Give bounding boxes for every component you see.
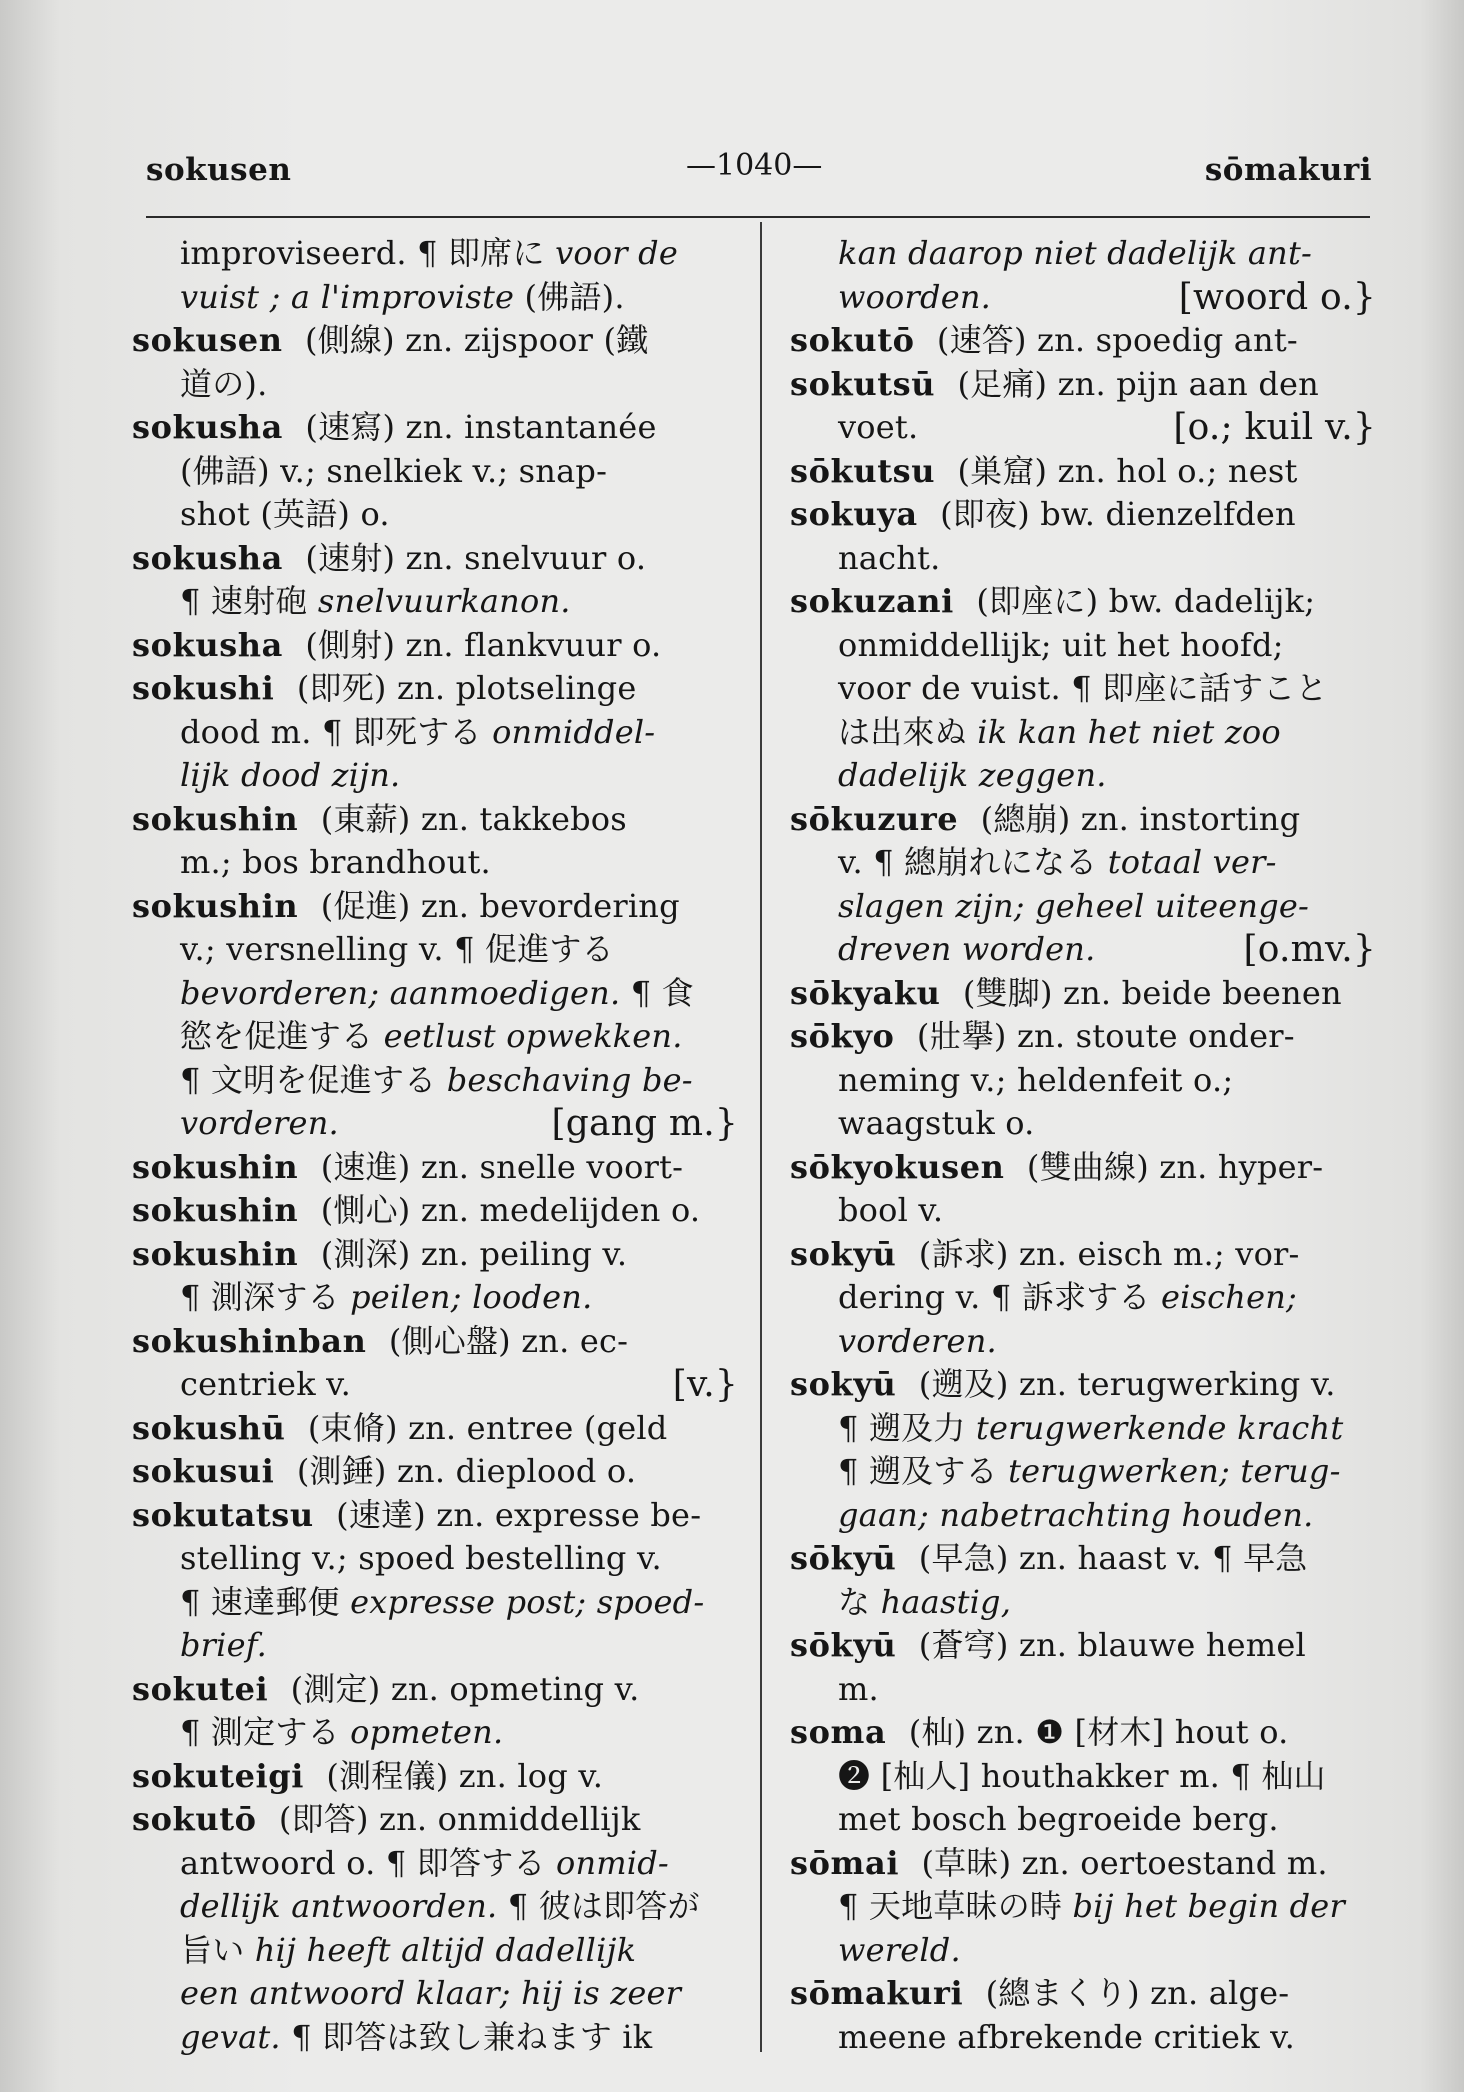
entry-italic-text: snelvuurkanon. xyxy=(317,582,571,620)
entry-text: (即座に) bw. dadelijk; xyxy=(976,582,1316,620)
entry-line xyxy=(132,1450,742,1494)
headword: sōkyaku xyxy=(790,973,941,1012)
headword: sokutō xyxy=(790,321,915,359)
entry-italic-text: onmiddel- xyxy=(492,712,656,751)
entry-text: ¶ 遡及する xyxy=(838,1452,998,1490)
entry-line xyxy=(132,319,742,363)
entry-italic-text: totaal ver- xyxy=(1107,843,1277,881)
header-rule xyxy=(146,216,1370,218)
entry-line xyxy=(132,711,742,755)
continuation-bracket: [v.} xyxy=(672,1364,738,1405)
entry-text: (即夜) bw. dienzelfden xyxy=(940,495,1296,533)
entry-text: m. xyxy=(838,1669,879,1708)
entry-italic-text: expresse post; spoed- xyxy=(350,1582,705,1621)
headword: sokusui xyxy=(132,1452,275,1490)
entry-text: (側射) zn. flankvuur o. xyxy=(305,625,662,664)
headword: sōkutsu xyxy=(790,451,936,490)
entry-line xyxy=(132,1581,742,1625)
entry-line xyxy=(132,1407,742,1451)
entry-text: (即死) zn. plotselinge xyxy=(296,669,637,707)
entry-text: (草昧) zn. oertoestand m. xyxy=(921,1843,1328,1882)
entry-text: ¶ 速射砲 xyxy=(180,582,308,620)
entry-text: (壯擧) zn. stoute onder- xyxy=(916,1017,1295,1055)
headword: sokuya xyxy=(790,495,918,533)
entry-line xyxy=(132,450,742,494)
entry-tail-text: ¶ 即答は致し兼ねます ik xyxy=(291,2017,653,2056)
entry-text: (杣) zn. ❶ [材木] hout o. xyxy=(908,1713,1289,1751)
entry-italic-text: opmeten. xyxy=(350,1713,504,1751)
entry-text: onmiddellijk; uit het hoofd; xyxy=(838,625,1284,664)
entry-text: (足痛) zn. pijn aan den xyxy=(957,364,1319,403)
entry-line xyxy=(132,363,742,407)
entry-text: (速射) zn. snelvuur o. xyxy=(305,538,647,577)
entry-line xyxy=(790,276,1380,320)
entry-line xyxy=(132,1842,742,1886)
entry-line xyxy=(790,1972,1380,2016)
entry-italic-text: vorderen. xyxy=(180,1104,339,1142)
entry-line xyxy=(132,1755,742,1799)
entry-italic-text: gaan; nabetrachting houden. xyxy=(838,1495,1314,1534)
entry-text: 慾を促進する xyxy=(180,1017,374,1055)
page-number: —1040— xyxy=(686,148,823,183)
entry-line xyxy=(790,406,1380,450)
entry-line xyxy=(790,1624,1380,1668)
header-left-guide-word: sokusen xyxy=(146,152,292,188)
entry-line xyxy=(790,2016,1380,2060)
entry-text: met bosch begroeide berg. xyxy=(838,1800,1279,1838)
entry-text: (測深) zn. peiling v. xyxy=(320,1234,628,1273)
entry-italic-text: peilen; looden. xyxy=(350,1278,593,1316)
entry-line xyxy=(132,1276,742,1320)
entry-line xyxy=(132,1363,742,1407)
headword: sokutei xyxy=(132,1669,269,1708)
entry-line xyxy=(132,1189,742,1233)
entry-line xyxy=(790,1320,1380,1364)
entry-line xyxy=(132,841,742,885)
column-divider xyxy=(760,222,762,2052)
entry-line xyxy=(790,1407,1380,1451)
entry-line xyxy=(132,1494,742,1538)
entry-line xyxy=(790,1668,1380,1712)
entry-text: (測錘) zn. dieplood o. xyxy=(296,1452,637,1490)
entry-text: は出來ぬ xyxy=(838,712,967,751)
entry-line xyxy=(790,1102,1380,1146)
entry-text: neming v.; heldenfeit o.; xyxy=(838,1060,1234,1099)
headword: sokusen xyxy=(132,321,283,359)
headword: sokusha xyxy=(132,408,284,446)
headword: sōmai xyxy=(790,1843,900,1882)
entry-text: (測定) zn. opmeting v. xyxy=(290,1669,640,1708)
headword: sōkuzure xyxy=(790,799,959,838)
headword: sōkyū xyxy=(790,1626,897,1664)
entry-line xyxy=(132,1929,742,1973)
entry-text: (即答) zn. onmiddellijk xyxy=(278,1800,641,1838)
entry-italic-text: terugwerken; terug- xyxy=(1008,1452,1341,1490)
entry-italic-text: woorden. xyxy=(838,277,992,316)
entry-text: (速達) zn. expresse be- xyxy=(336,1495,702,1534)
entry-text: (側線) zn. zijspoor (鐵 xyxy=(305,321,649,359)
headword: sokushū xyxy=(132,1408,286,1447)
headword: sōmakuri xyxy=(790,1974,964,2012)
headword: sokushin xyxy=(132,886,299,925)
entry-line xyxy=(132,798,742,842)
headword: sokusha xyxy=(132,625,284,664)
entry-line xyxy=(790,1537,1380,1581)
entry-text: (惻心) zn. medelijden o. xyxy=(320,1191,701,1229)
page-header xyxy=(0,148,1464,192)
entry-text: (雙脚) zn. beide beenen xyxy=(962,973,1342,1012)
entry-line xyxy=(790,319,1380,363)
entry-italic-text: terugwerkende kracht xyxy=(975,1408,1344,1447)
headword: sōkyū xyxy=(790,1539,897,1577)
entry-italic-text: onmid- xyxy=(555,1843,669,1882)
entry-italic-text: bevorderen; aanmoedigen. xyxy=(180,973,621,1012)
entry-text: 旨い xyxy=(180,1930,245,1969)
entry-line xyxy=(790,1146,1380,1190)
entry-text: m.; bos brandhout. xyxy=(180,843,491,881)
entry-text: ❷ [杣人] houthakker m. ¶ 杣山 xyxy=(838,1756,1326,1795)
entry-line xyxy=(132,232,742,276)
entry-text: waagstuk o. xyxy=(838,1104,1035,1142)
entry-text: v. ¶ 總崩れになる xyxy=(838,843,1098,881)
entry-italic-text: haastig, xyxy=(880,1582,1012,1621)
entry-line xyxy=(132,1885,742,1929)
continuation-bracket: [gang m.} xyxy=(551,1103,738,1144)
entry-text: (東薪) zn. takkebos xyxy=(320,799,627,838)
entry-line xyxy=(790,1363,1380,1407)
entry-text: stelling v.; spoed bestelling v. xyxy=(180,1539,662,1577)
entry-text: centriek v. xyxy=(180,1365,352,1403)
entry-line xyxy=(132,1320,742,1364)
entry-text: dering v. ¶ 訴求する xyxy=(838,1278,1151,1316)
entry-text: improviseerd. ¶ 即席に xyxy=(180,234,545,272)
entry-tail-text: (佛語). xyxy=(524,277,625,316)
entry-line xyxy=(132,972,742,1016)
entry-line xyxy=(790,1885,1380,1929)
entry-line xyxy=(132,2016,742,2060)
entry-text: (速寫) zn. instantanée xyxy=(305,408,657,446)
entry-line xyxy=(132,1711,742,1755)
entry-line xyxy=(790,624,1380,668)
entry-italic-text: hij heeft altijd dadellijk xyxy=(254,1930,637,1969)
entry-text: antwoord o. ¶ 即答する xyxy=(180,1843,546,1882)
entry-line xyxy=(790,1798,1380,1842)
headword: sokuzani xyxy=(790,582,954,620)
entry-italic-text: vorderen. xyxy=(838,1321,997,1360)
entry-italic-text: wereld. xyxy=(838,1930,961,1969)
entry-line xyxy=(790,1929,1380,1973)
entry-line xyxy=(132,406,742,450)
entry-text: bool v. xyxy=(838,1191,944,1229)
entry-line xyxy=(790,1581,1380,1625)
entry-line xyxy=(132,537,742,581)
entry-line xyxy=(132,667,742,711)
entry-italic-text: dellijk antwoorden. xyxy=(180,1887,498,1925)
entry-text: (束脩) zn. entree (geld xyxy=(307,1408,668,1447)
entry-line xyxy=(132,1668,742,1712)
headword: sokyū xyxy=(790,1234,897,1273)
entry-line xyxy=(790,450,1380,494)
headword: sokushinban xyxy=(132,1321,367,1360)
entry-text: ¶ 測深する xyxy=(180,1278,340,1316)
entry-italic-text: voor de xyxy=(555,234,678,272)
entry-text: voor de vuist. ¶ 即座に話すこと xyxy=(838,669,1328,707)
entry-text: ¶ 速達郵便 xyxy=(180,1582,340,1621)
entry-line xyxy=(132,1798,742,1842)
entry-italic-text: ik kan het niet zoo xyxy=(977,712,1281,751)
entry-text: (早急) zn. haast v. ¶ 早急 xyxy=(918,1539,1308,1577)
headword: soma xyxy=(790,1713,887,1751)
entry-line xyxy=(132,1537,742,1581)
entry-line xyxy=(132,624,742,668)
entry-text: ¶ 文明を促進する xyxy=(180,1060,437,1099)
entry-text: (訴求) zn. eisch m.; vor- xyxy=(918,1234,1300,1273)
entry-line xyxy=(790,667,1380,711)
entry-italic-text: een antwoord klaar; hij is zeer xyxy=(180,1974,682,2012)
entry-text: (巣窟) zn. hol o.; nest xyxy=(957,451,1298,490)
entry-line xyxy=(790,1233,1380,1277)
headword: sōkyo xyxy=(790,1017,895,1055)
entry-text: (雙曲線) zn. hyper- xyxy=(1026,1147,1324,1186)
headword: sokushin xyxy=(132,1147,299,1186)
entry-line xyxy=(790,580,1380,624)
entry-line xyxy=(790,972,1380,1016)
entry-text: (速答) zn. spoedig ant- xyxy=(936,321,1298,359)
entry-text: shot (英語) o. xyxy=(180,495,390,533)
entry-line xyxy=(790,711,1380,755)
entry-text: (速進) zn. snelle voort- xyxy=(320,1147,684,1186)
entry-line xyxy=(790,841,1380,885)
entry-text: (遡及) zn. terugwerking v. xyxy=(918,1365,1336,1403)
entry-italic-text: eetlust opwekken. xyxy=(383,1017,683,1055)
entry-line xyxy=(790,928,1380,972)
entry-text: (測程儀) zn. log v. xyxy=(326,1756,604,1795)
entry-line xyxy=(132,928,742,972)
entry-text: ¶ 天地草昧の時 xyxy=(838,1887,1063,1925)
entry-line xyxy=(132,493,742,537)
headword: sokushin xyxy=(132,799,299,838)
entry-line xyxy=(132,1624,742,1668)
entry-text: ¶ 測定する xyxy=(180,1713,340,1751)
entry-line xyxy=(132,1102,742,1146)
entry-line xyxy=(790,1059,1380,1103)
entry-text: (側心盤) zn. ec- xyxy=(388,1321,629,1360)
entry-line xyxy=(790,1711,1380,1755)
entry-text: voet. xyxy=(838,408,919,446)
headword: sokushi xyxy=(132,669,275,707)
entry-line xyxy=(790,885,1380,929)
headword: sokushin xyxy=(132,1234,299,1273)
entry-italic-text: dadelijk zeggen. xyxy=(838,756,1107,794)
entry-line xyxy=(790,1842,1380,1886)
entry-italic-text: kan daarop niet dadelijk ant- xyxy=(838,234,1313,272)
entry-text: 道の). xyxy=(180,364,268,403)
entry-line xyxy=(790,537,1380,581)
entry-text: (佛語) v.; snelkiek v.; snap- xyxy=(180,451,608,490)
entry-text: ¶ 遡及力 xyxy=(838,1408,966,1447)
entry-text: (促進) zn. bevordering xyxy=(320,886,680,925)
continuation-bracket: [woord o.} xyxy=(1178,276,1376,318)
entry-line xyxy=(790,1450,1380,1494)
entry-text: v.; versnelling v. ¶ 促進する xyxy=(180,930,614,968)
entry-line xyxy=(790,1755,1380,1799)
headword: sokutatsu xyxy=(132,1495,314,1534)
entry-italic-text: slagen zijn; geheel uiteenge- xyxy=(838,886,1310,925)
header-right-guide-word: sōmakuri xyxy=(1204,152,1372,188)
entry-line xyxy=(132,276,742,320)
headword: sokushin xyxy=(132,1191,299,1229)
entry-line xyxy=(132,1233,742,1277)
entry-line xyxy=(132,1972,742,2016)
entry-line xyxy=(790,493,1380,537)
entry-line xyxy=(132,885,742,929)
headword: sokuteigi xyxy=(132,1756,305,1795)
entry-line xyxy=(790,1189,1380,1233)
entry-line xyxy=(132,1059,742,1103)
entry-line xyxy=(790,1015,1380,1059)
entry-line xyxy=(790,798,1380,842)
entry-italic-text: beschaving be- xyxy=(446,1060,693,1099)
headword: sokyū xyxy=(790,1365,897,1403)
headword: sokutsū xyxy=(790,364,936,403)
entry-text: nacht. xyxy=(838,538,941,577)
right-column xyxy=(790,232,1380,2059)
entry-italic-text: lijk dood zijn. xyxy=(180,756,401,794)
entry-italic-text: eischen; xyxy=(1160,1278,1298,1316)
entry-italic-text: vuist ; a l'improviste xyxy=(180,277,515,316)
entry-italic-text: bij het begin der xyxy=(1072,1887,1345,1925)
entry-italic-text: dreven worden. xyxy=(838,930,1096,968)
headword: sokusha xyxy=(132,538,284,577)
entry-line xyxy=(790,1276,1380,1320)
entry-line xyxy=(132,580,742,624)
headword: sōkyokusen xyxy=(790,1147,1005,1186)
entry-line xyxy=(790,754,1380,798)
entry-text: (總まくり) zn. alge- xyxy=(985,1974,1290,2012)
entry-line xyxy=(132,754,742,798)
entry-line xyxy=(790,232,1380,276)
entry-tail-text: ¶ 彼は即答が xyxy=(507,1887,700,1925)
continuation-bracket: [o.mv.} xyxy=(1243,929,1376,970)
entry-text: dood m. ¶ 即死する xyxy=(180,712,482,751)
continuation-bracket: [o.; kuil v.} xyxy=(1173,407,1376,448)
entry-line xyxy=(132,1146,742,1190)
entry-text: meene afbrekende critiek v. xyxy=(838,2017,1296,2056)
left-column xyxy=(132,232,742,2059)
entry-text: (總崩) zn. instorting xyxy=(980,799,1301,838)
entry-tail-text: ¶ 食 xyxy=(630,973,694,1012)
entry-text: な xyxy=(838,1582,871,1621)
entry-italic-text: brief. xyxy=(180,1626,268,1664)
entry-line xyxy=(790,1494,1380,1538)
entry-text: (蒼穹) zn. blauwe hemel xyxy=(918,1626,1306,1664)
entry-line xyxy=(790,363,1380,407)
entry-line xyxy=(132,1015,742,1059)
entry-italic-text: gevat. xyxy=(180,2017,281,2056)
headword: sokutō xyxy=(132,1800,257,1838)
